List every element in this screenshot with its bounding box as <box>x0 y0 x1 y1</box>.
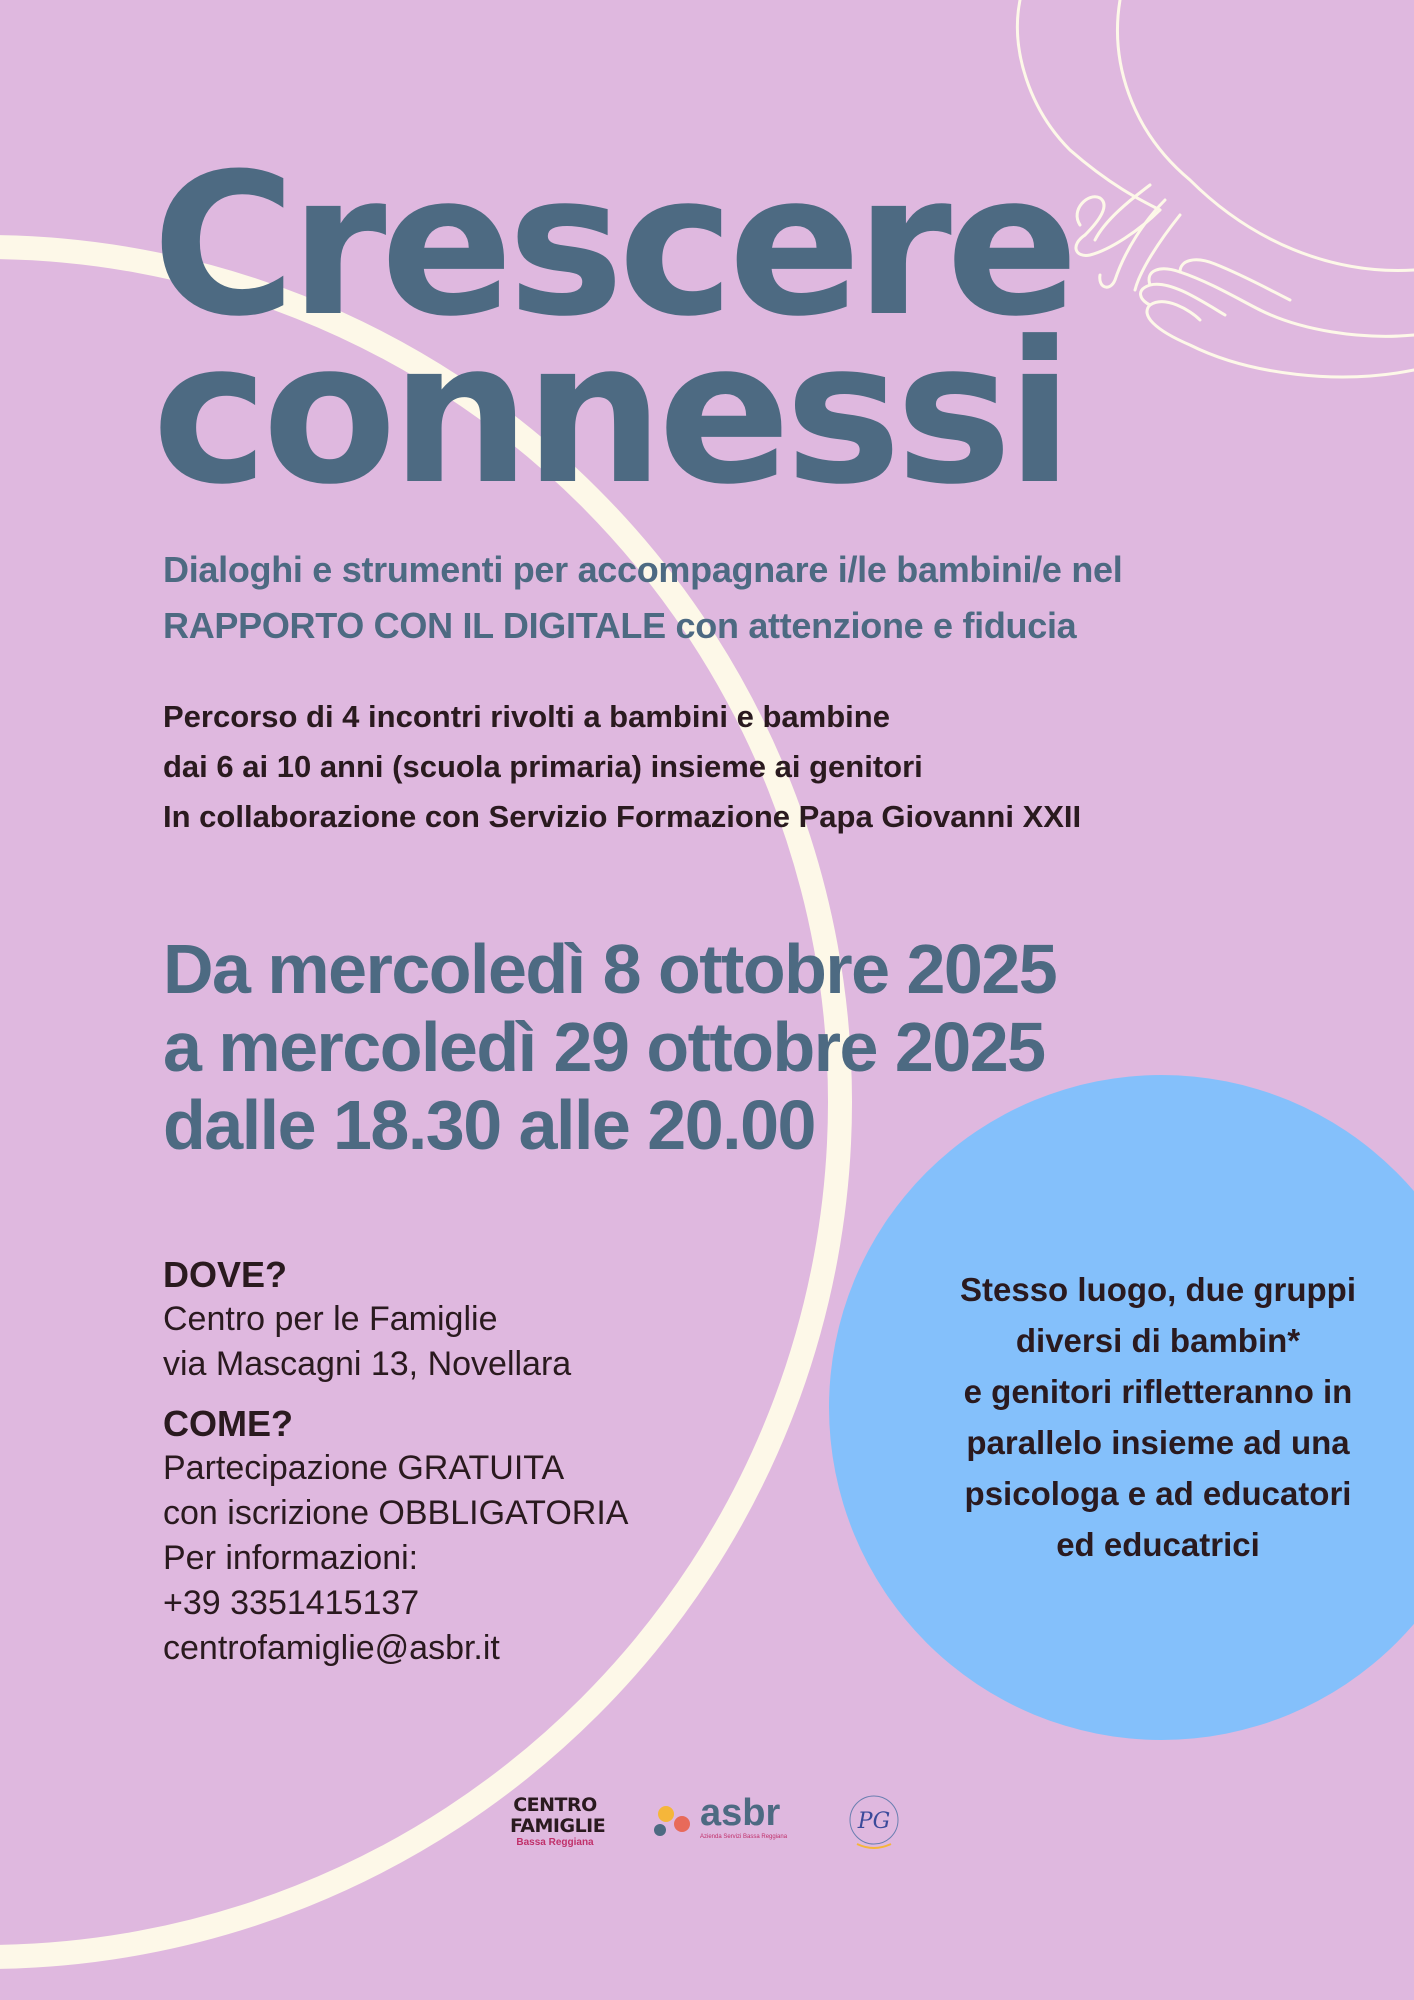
how-line-3: Per informazioni: <box>163 1539 419 1577</box>
how-line-2: con iscrizione OBBLIGATORIA <box>163 1494 629 1532</box>
centro-famiglie-logo: CENTRO FAMIGLIE Bassa Reggiana <box>510 1794 606 1848</box>
subtitle-line-2: RAPPORTO CON IL DIGITALE con attenzione e fiducia <box>163 605 1077 646</box>
page-title <box>152 132 1073 528</box>
asbr-dots-icon <box>652 1802 700 1842</box>
circle-line-2: diversi di bambin* <box>1015 1322 1301 1359</box>
title-line-1: Crescere <box>152 132 1073 360</box>
partner-logos <box>0 1790 1414 1870</box>
event-info <box>163 1252 783 1671</box>
title-line-2: connessi <box>152 300 1068 528</box>
asbr-logo: asbr Azienda Servizi Bassa Reggiana <box>652 1798 782 1848</box>
subtitle-line-1: Dialoghi e strumenti per accompagnare i/le bambini/e nel <box>163 549 1123 590</box>
course-description <box>163 692 1313 842</box>
intro-line-2: dai 6 ai 10 anni (scuola primaria) insieme ai genitori <box>163 749 923 784</box>
where-line-1: Centro per le Famiglie <box>163 1300 498 1338</box>
circle-line-3: e genitori rifletteranno in <box>963 1373 1353 1410</box>
phone-number: +39 3351415137 <box>163 1584 420 1622</box>
intro-line-1: Percorso di 4 incontri rivolti a bambini e bambine <box>163 699 890 734</box>
dates-line-3: dalle 18.30 alle 20.00 <box>163 1086 815 1164</box>
how-line-1: Partecipazione GRATUITA <box>163 1449 565 1487</box>
dates-line-2: a mercoledì 29 ottobre 2025 <box>163 1008 1045 1086</box>
circle-text <box>890 1264 1414 1570</box>
where-label: DOVE? <box>163 1254 288 1295</box>
subtitle <box>163 542 1303 654</box>
how-label: COME? <box>163 1403 293 1444</box>
circle-line-5: psicologa e ad educatori <box>964 1475 1352 1512</box>
circle-line-6: ed educatrici <box>1056 1526 1260 1563</box>
pg-logo <box>847 1790 901 1854</box>
intro-line-3: In collaborazione con Servizio Formazione Papa Giovanni XXII <box>163 799 1082 834</box>
email-address: centrofamiglie@asbr.it <box>163 1629 500 1667</box>
circle-line-4: parallelo insieme ad una <box>966 1424 1350 1461</box>
circle-line-1: Stesso luogo, due gruppi <box>960 1271 1356 1308</box>
dates-line-1: Da mercoledì 8 ottobre 2025 <box>163 930 1057 1008</box>
svg-text:PG: PG <box>857 1809 891 1834</box>
where-line-2: via Mascagni 13, Novellara <box>163 1345 572 1383</box>
